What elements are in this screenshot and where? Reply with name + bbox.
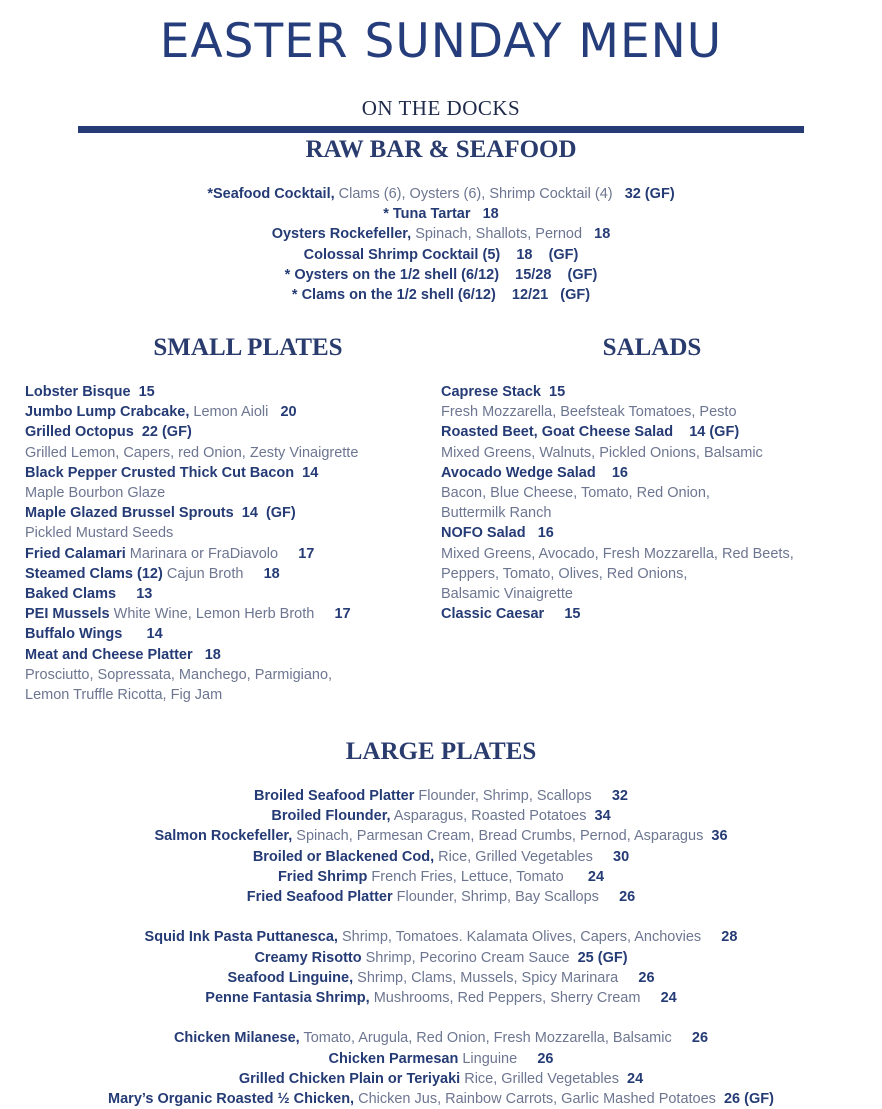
menu-item (25, 624, 358, 644)
menu-item (441, 564, 794, 584)
menu-item-name: Broiled Seafood Platter (254, 788, 415, 804)
menu-item-price: 16 (595, 464, 628, 481)
menu-item (25, 422, 358, 442)
menu-item (25, 402, 358, 422)
menu-item-price: 12/21 (GF) (495, 287, 591, 304)
menu-subtitle: ON THE DOCKS (361, 96, 521, 120)
menu-item-price: 15 (130, 384, 155, 400)
menu-title: EASTER SUNDAY MENU (159, 14, 723, 69)
menu-item (0, 887, 882, 907)
menu-item-price: 26 (671, 1030, 709, 1047)
raw-bar-title: RAW BAR & SEAFOOD (305, 136, 577, 163)
small-plates-list (25, 382, 358, 705)
menu-item-description: Peppers, Tomato, Olives, Red Onions, (441, 565, 688, 582)
menu-item (25, 665, 358, 685)
menu-item-price: 14 (122, 626, 163, 643)
menu-item-price: 15/28 (GF) (499, 266, 598, 283)
menu-item (0, 245, 882, 265)
menu-item (441, 544, 794, 564)
menu-item-description: White Wine, Lemon Herb Broth (109, 606, 315, 623)
menu-item-name: Maple Glazed Brussel Sprouts (25, 505, 234, 522)
menu-item (25, 544, 358, 564)
menu-item-price: 26 (GF) (715, 1091, 774, 1108)
menu-item (0, 184, 882, 204)
menu-item-description: Balsamic Vinaigrette (441, 586, 573, 603)
menu-item (0, 786, 882, 806)
menu-item-price: 24 (618, 1070, 644, 1087)
menu-item-description: Rice, Grilled Vegetables (460, 1070, 619, 1087)
menu-item-description: Marinara or FraDiavolo (125, 545, 279, 562)
menu-item (0, 1089, 882, 1109)
menu-item-price: 18 (582, 226, 611, 243)
menu-item (0, 927, 882, 947)
menu-item-name: Seafood Linguine, (227, 969, 354, 986)
menu-item-price: 26 (517, 1050, 554, 1067)
menu-item-price: 24 (640, 990, 677, 1007)
menu-item (441, 443, 794, 463)
menu-item-name: * Oysters on the 1/2 shell (6/12) (284, 266, 500, 283)
menu-item-description: Lemon Aioli (189, 404, 269, 421)
menu-item-description: French Fries, Lettuce, Tomato (367, 868, 564, 885)
menu-item-name: Fried Calamari (25, 545, 126, 562)
salads-title: SALADS (602, 334, 702, 361)
menu-item-price: 34 (586, 808, 611, 825)
menu-item-name: Grilled Octopus (25, 424, 134, 441)
menu-item-name: Colossal Shrimp Cocktail (5) (303, 246, 501, 263)
header-divider (78, 126, 804, 133)
menu-item-name: Broiled or Blackened Cod, (252, 848, 435, 865)
menu-item-price: 17 (314, 606, 351, 623)
menu-item-description: Buttermilk Ranch (441, 505, 552, 522)
menu-item-name: Classic Caesar (441, 606, 545, 623)
menu-item-price: 30 (592, 848, 630, 865)
menu-item (0, 1069, 882, 1089)
small-plates-title: SMALL PLATES (153, 334, 343, 361)
menu-item-description: Chicken Jus, Rainbow Carrots, Garlic Mashed Potatoes (354, 1091, 716, 1108)
menu-item (441, 463, 794, 483)
menu-item (25, 463, 358, 483)
menu-item (25, 685, 358, 705)
menu-item-price: 26 (618, 969, 655, 986)
menu-item-description: Prosciutto, Sopressata, Manchego, Parmigiano, (25, 666, 333, 683)
menu-item-name: Avocado Wedge Salad (441, 464, 596, 481)
menu-item-description: Shrimp, Pecorino Cream Sauce (361, 949, 570, 966)
menu-item-description: Mixed Greens, Avocado, Fresh Mozzarella, Red Beets, (441, 545, 794, 562)
menu-item-description: Mushrooms, Red Peppers, Sherry Cream (369, 990, 641, 1007)
menu-item-name: NOFO Salad (441, 525, 526, 542)
menu-item (441, 402, 794, 422)
menu-item-name: Squid Ink Pasta Puttanesca, (144, 929, 338, 946)
menu-item-price: 25 (GF) (569, 949, 628, 966)
menu-item-description: Tomato, Arugula, Red Onion, Fresh Mozzarella, Balsamic (299, 1030, 672, 1047)
menu-item-description: Shrimp, Tomatoes. Kalamata Olives, Capers, Anchovies (337, 929, 702, 946)
menu-item-price: 15 (540, 384, 566, 400)
menu-item (441, 523, 794, 543)
menu-item-price: 26 (598, 889, 636, 906)
menu-item (441, 382, 794, 402)
menu-item (25, 443, 358, 463)
menu-item (0, 1049, 882, 1069)
menu-item (25, 503, 358, 523)
menu-item-price: 18 (470, 206, 499, 223)
menu-item (0, 204, 882, 224)
menu-item-price: 20 (268, 404, 297, 421)
menu-item-description: Mixed Greens, Walnuts, Pickled Onions, Balsamic (441, 444, 763, 461)
menu-item (441, 483, 794, 503)
menu-item (0, 948, 882, 968)
menu-item (441, 422, 794, 442)
menu-item (0, 867, 882, 887)
group-spacer (0, 1008, 882, 1028)
menu-item-price: 14 (GF) (673, 424, 740, 441)
menu-item (25, 382, 358, 402)
menu-item-description: Asparagus, Roasted Potatoes (390, 808, 587, 825)
menu-item-name: Buffalo Wings (25, 626, 123, 643)
menu-item-name: Oysters Rockefeller, (271, 226, 412, 243)
menu-item-price: 32 (GF) (612, 186, 675, 202)
menu-item-description: Linguine (458, 1050, 518, 1067)
menu-item-name: Baked Clams (25, 586, 117, 603)
menu-item (0, 847, 882, 867)
menu-item (25, 523, 358, 543)
menu-item-name: PEI Mussels (25, 606, 110, 623)
menu-item-price: 17 (278, 545, 315, 562)
menu-item-name: Grilled Chicken Plain or Teriyaki (238, 1070, 461, 1087)
menu-item-description: Spinach, Parmesan Cream, Bread Crumbs, Pernod, Asparagus (292, 828, 704, 845)
menu-item-price: 28 (701, 929, 738, 946)
menu-item (441, 503, 794, 523)
menu-item-price: 18 (GF) (500, 246, 579, 263)
large-plates-list (0, 786, 882, 1109)
menu-item-description: Bacon, Blue Cheese, Tomato, Red Onion, (441, 485, 710, 502)
menu-item-name: Meat and Cheese Platter (25, 646, 193, 663)
menu-item-name: Jumbo Lump Crabcake, (25, 404, 190, 421)
menu-item-name: * Clams on the 1/2 shell (6/12) (291, 287, 496, 304)
menu-item (25, 584, 358, 604)
menu-item (25, 604, 358, 624)
menu-item (441, 604, 794, 624)
menu-item-name: Chicken Milanese, (173, 1030, 300, 1047)
menu-item-description: Shrimp, Clams, Mussels, Spicy Marinara (353, 969, 619, 986)
menu-item-name: *Seafood Cocktail, (207, 186, 335, 202)
menu-item (441, 584, 794, 604)
menu-item-name: Mary’s Organic Roasted ½ Chicken, (108, 1091, 355, 1108)
menu-item (0, 968, 882, 988)
menu-item-description: Fresh Mozzarella, Beefsteak Tomatoes, Pesto (441, 404, 737, 421)
menu-item-description: Lemon Truffle Ricotta, Fig Jam (25, 687, 223, 704)
menu-item-price: 15 (544, 606, 581, 623)
menu-item-price: 32 (591, 788, 628, 804)
menu-item-name: Fried Seafood Platter (246, 889, 393, 906)
menu-item (0, 265, 882, 285)
menu-item (0, 806, 882, 826)
menu-item-price: 36 (703, 828, 728, 845)
menu-item-price: 14 (GF) (233, 505, 296, 522)
menu-item-price: 18 (243, 565, 280, 582)
menu-item-description: Spinach, Shallots, Pernod (411, 226, 583, 243)
menu-item-name: * Tuna Tartar (383, 206, 471, 223)
menu-item-description: Rice, Grilled Vegetables (434, 848, 593, 865)
menu-item-name: Steamed Clams (12) (25, 565, 163, 582)
menu-item (0, 285, 882, 305)
menu-item (0, 826, 882, 846)
menu-item (25, 483, 358, 503)
menu-item-price: 13 (116, 586, 153, 603)
menu-item-description: Flounder, Shrimp, Scallops (414, 788, 592, 804)
menu-item-description: Maple Bourbon Glaze (25, 485, 166, 502)
menu-item-name: Creamy Risotto (254, 949, 362, 966)
large-plates-title: LARGE PLATES (345, 738, 537, 765)
menu-item (0, 988, 882, 1008)
menu-item-description: Pickled Mustard Seeds (25, 525, 174, 542)
menu-item-description: Flounder, Shrimp, Bay Scallops (392, 889, 599, 906)
menu-item-name: Fried Shrimp (277, 868, 368, 885)
menu-item-price: 24 (563, 868, 605, 885)
menu-item-description: Cajun Broth (162, 565, 244, 582)
menu-item-name: Black Pepper Crusted Thick Cut Bacon (25, 464, 295, 481)
menu-item (0, 224, 882, 244)
menu-item-name: Broiled Flounder, (271, 808, 391, 825)
menu-item-name: Penne Fantasia Shrimp, (205, 990, 370, 1007)
menu-item-name: Roasted Beet, Goat Cheese Salad (441, 424, 674, 441)
menu-item-price: 16 (525, 525, 554, 542)
raw-bar-list (0, 184, 882, 305)
menu-item (25, 645, 358, 665)
menu-item-price: 22 (GF) (133, 424, 192, 441)
group-spacer (0, 907, 882, 927)
salads-list (441, 382, 794, 624)
menu-item-price: 18 (192, 646, 221, 663)
menu-item-description: Clams (6), Oysters (6), Shrimp Cocktail (4) (334, 186, 613, 202)
menu-item-price: 14 (294, 464, 319, 481)
menu-item-name: Caprese Stack (441, 384, 541, 400)
menu-item (25, 564, 358, 584)
menu-item-description: Grilled Lemon, Capers, red Onion, Zesty Vinaigrette (25, 444, 359, 461)
menu-item-name: Chicken Parmesan (328, 1050, 459, 1067)
menu-item-name: Lobster Bisque (25, 384, 131, 400)
menu-item-name: Salmon Rockefeller, (154, 828, 293, 845)
menu-item (0, 1028, 882, 1048)
